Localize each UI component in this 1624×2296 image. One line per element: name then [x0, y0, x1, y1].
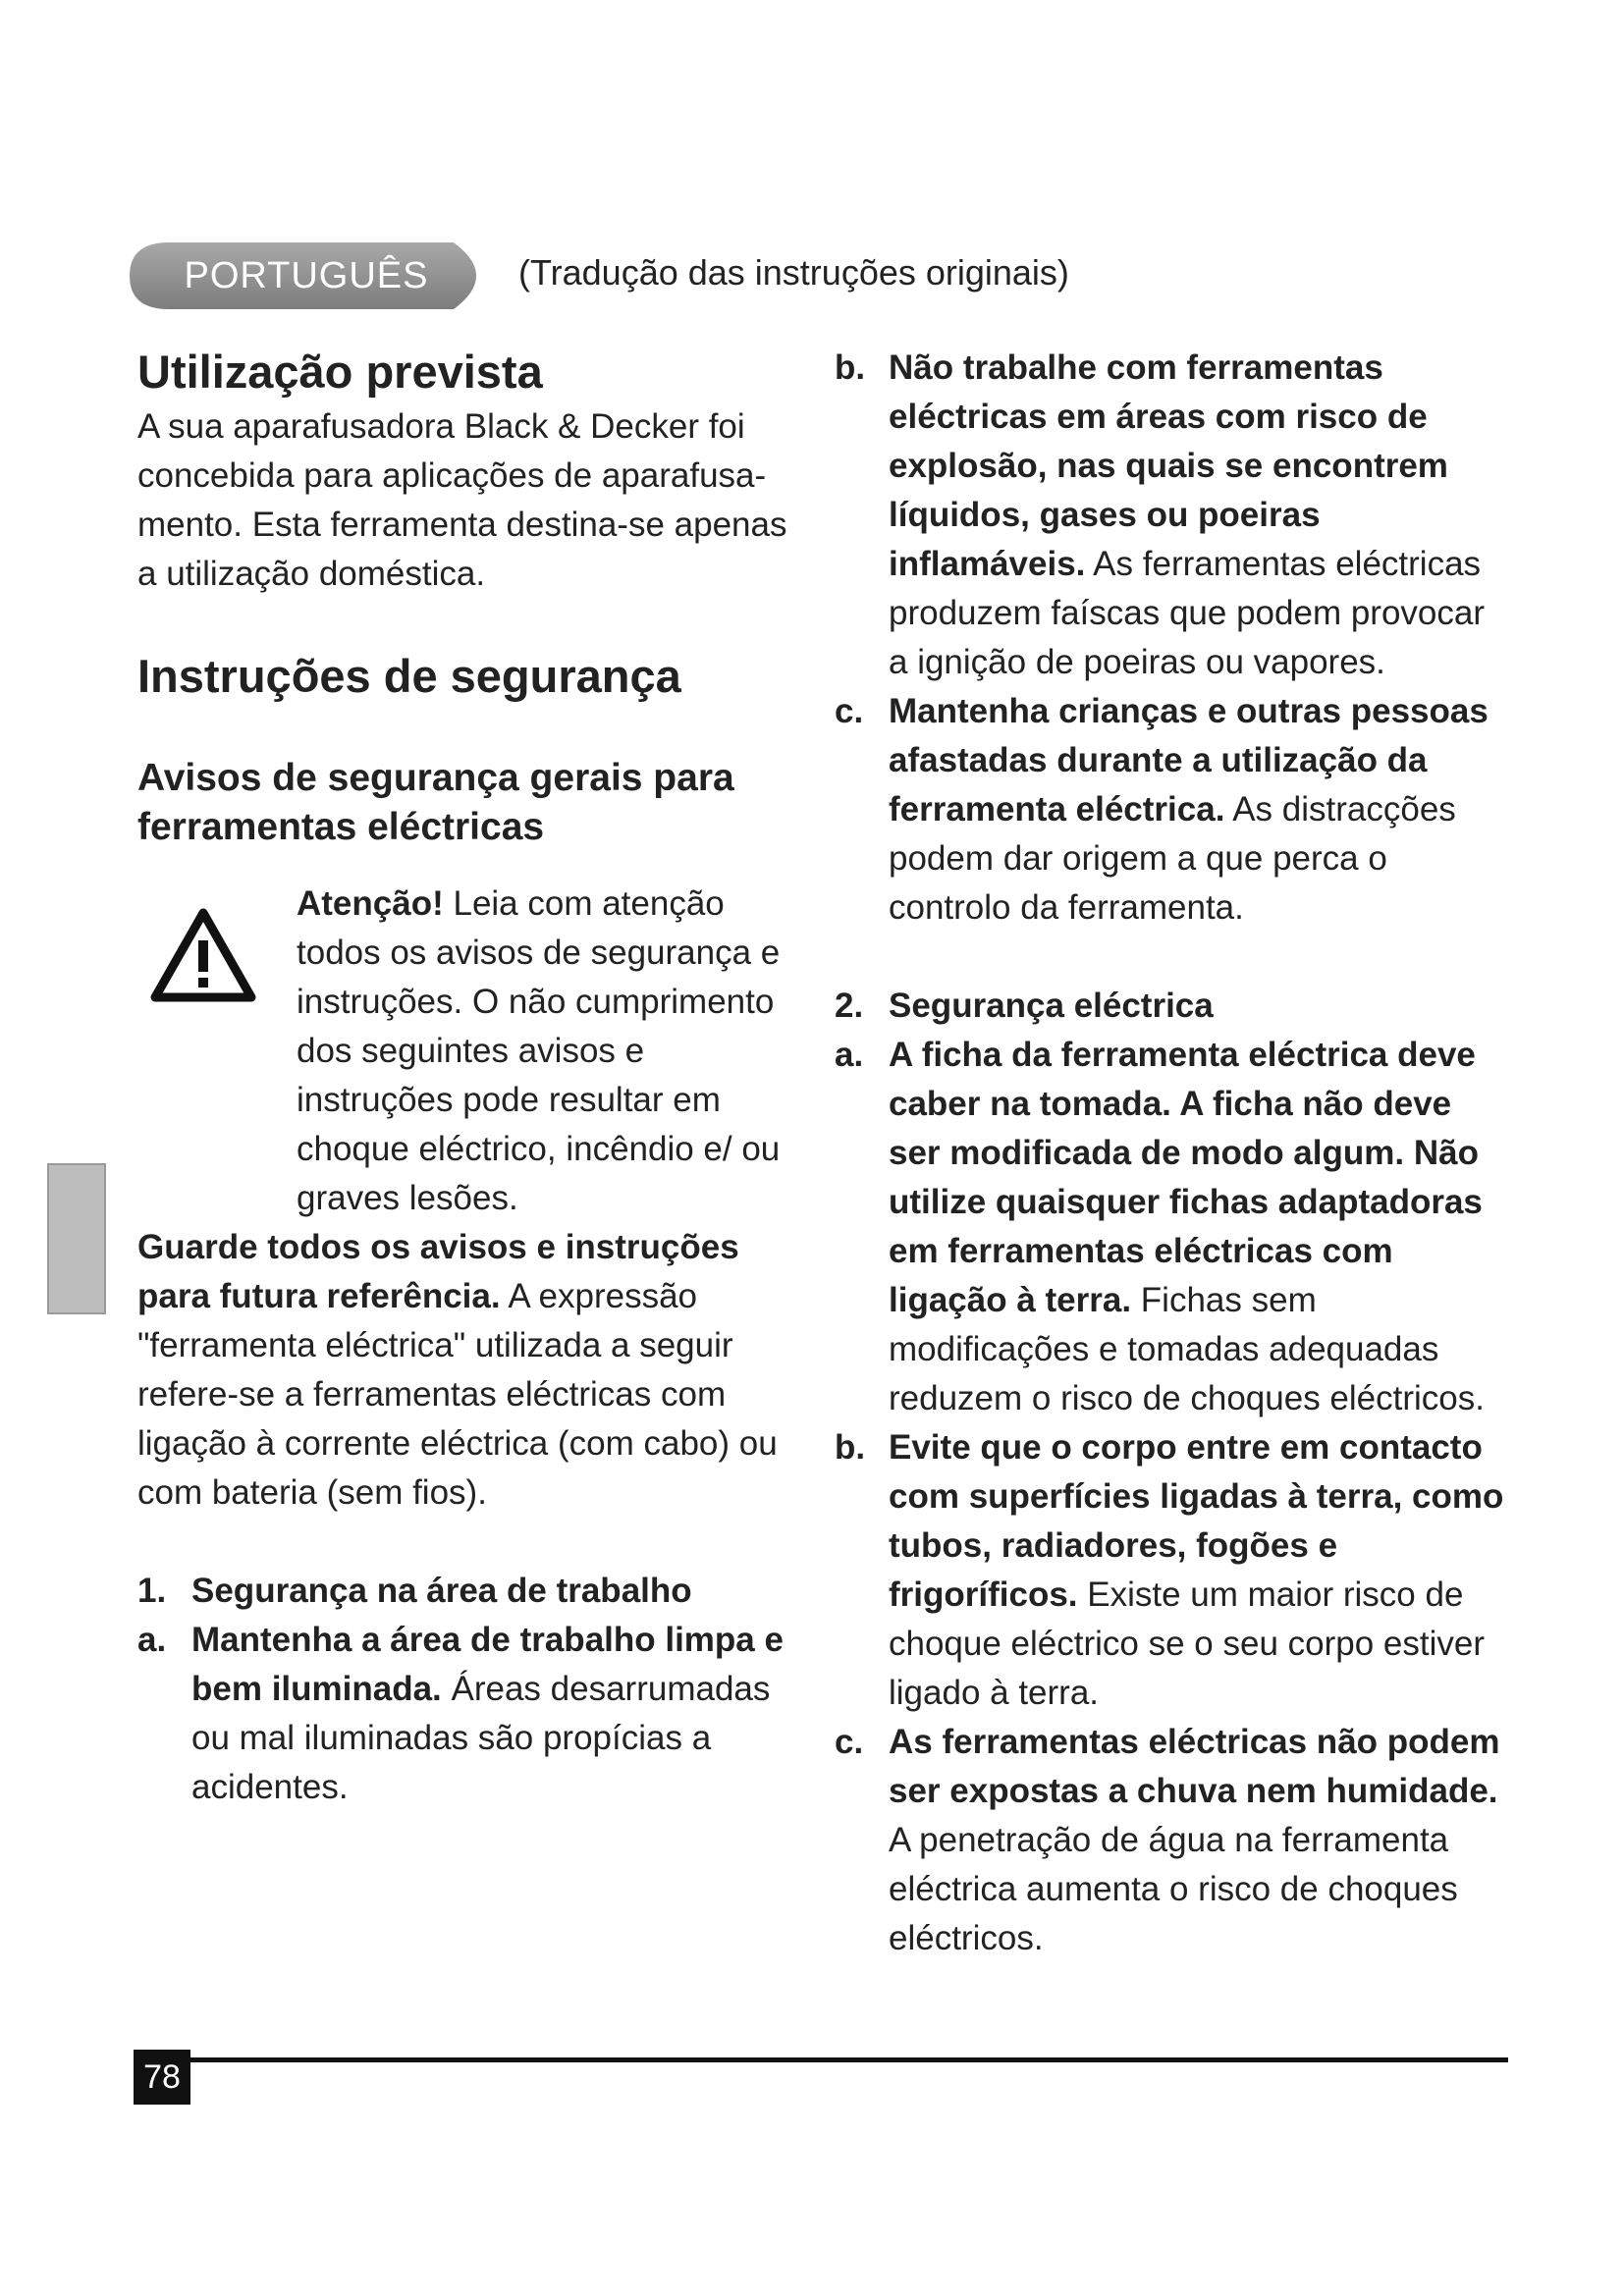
section-2-number: 2. [835, 987, 864, 1025]
item-mark: a. [835, 1036, 864, 1074]
item-bold: As ferramentas eléctricas não podem ser expostas a chuva nem humidade. [889, 1723, 1500, 1810]
item-mark: c. [835, 692, 864, 730]
item-mark: b. [835, 1428, 866, 1467]
translation-subtitle: (Tradução das instruções originais) [518, 252, 1069, 293]
item-bold: Mantenha crianças e outras pessoas afastadas durante a utilização da ferramenta eléctrica. [889, 692, 1489, 828]
item-text: Fichas sem modificações e tomadas adequadas reduzem o risco de choques eléctricos. [889, 1281, 1485, 1417]
section-2-title: Segurança eléctrica [889, 987, 1214, 1025]
footer-rule [134, 2057, 1508, 2062]
list-item [835, 1423, 1512, 1718]
general-safety-heading: Avisos de segurança gerais para ferramentas eléctricas [137, 757, 734, 848]
warning-label: Atenção! [297, 884, 444, 923]
item-text: As ferramentas eléctricas produzem faíscas que podem provocar a ignição de poeiras ou vapores. [889, 545, 1485, 681]
section-1 [137, 1567, 805, 1812]
list-item [137, 1616, 805, 1812]
right-column [835, 344, 1512, 1963]
warning-text [297, 880, 787, 1223]
side-tab-marker [47, 1163, 106, 1314]
keep-instructions-body: A expressão "ferramenta eléctrica" utilizada a seguir refere-se a ferramentas eléctricas com ligação à corrente eléctrica (com cabo) ou com bateria (sem fios). [137, 1277, 778, 1512]
left-column [137, 344, 805, 1812]
warning-body: Leia com atenção todos os avisos de segurança e instruções. O não cumprimento dos seguintes avisos e instruções pode resultar em choque eléctrico, incêndio e/ ou graves lesões. [297, 884, 781, 1217]
keep-instructions-text [137, 1223, 805, 1518]
item-text: As distracções podem dar origem a que perca o controlo da ferramenta. [889, 790, 1456, 927]
section-2 [835, 982, 1512, 1963]
section-1-heading [137, 1567, 805, 1616]
warning-block [137, 880, 805, 1223]
item-mark: b. [835, 348, 866, 387]
warning-triangle-icon [149, 907, 257, 1003]
item-text: Áreas desarrumadas ou mal iluminadas são propícias a acidentes. [191, 1670, 771, 1806]
keep-instructions-bold: Guarde todos os avisos e instruções para futura referência. [137, 1228, 739, 1315]
section-1-title: Segurança na área de trabalho [191, 1572, 692, 1610]
section-1-number: 1. [137, 1572, 167, 1610]
item-bold: Evite que o corpo entre em contacto com superfícies ligadas à terra, como tubos, radiadores, fogões e frigoríficos. [889, 1428, 1504, 1614]
language-badge [130, 239, 503, 313]
item-bold: A ficha da ferramenta eléctrica deve caber na tomada. A ficha não deve ser modificada de modo algum. Não utilize quaisquer fichas adaptadoras em ferramentas eléctricas com ligação à terra. [889, 1036, 1483, 1319]
language-label: PORTUGUÊS [184, 255, 429, 296]
item-bold: Não trabalhe com ferramentas eléctricas em áreas com risco de explosão, nas quais se encontrem líquidos, gases ou poeiras inflamáveis. [889, 348, 1448, 583]
section-2-heading [835, 982, 1512, 1031]
item-text: A penetração de água na ferramenta eléctrica aumenta o risco de choques eléctricos. [889, 1821, 1458, 1957]
page-number: 78 [134, 2050, 190, 2105]
item-mark: a. [137, 1621, 167, 1659]
safety-heading: Instruções de segurança [137, 650, 681, 702]
intended-use-text: A sua aparafusadora Black & Decker foi concebida para aplicações de aparafusamento. Esta ferramenta destina-se apenas a utilização doméstica. [137, 407, 787, 593]
list-item [835, 1031, 1512, 1423]
list-item [835, 687, 1512, 933]
item-bold: Mantenha a área de trabalho limpa e bem iluminada. [191, 1621, 784, 1708]
intended-use-heading: Utilização prevista [137, 346, 543, 398]
list-item [835, 1718, 1512, 1963]
item-mark: c. [835, 1723, 864, 1761]
item-text: Existe um maior risco de choque eléctrico se o seu corpo estiver ligado à terra. [889, 1575, 1485, 1712]
list-item [835, 344, 1512, 687]
